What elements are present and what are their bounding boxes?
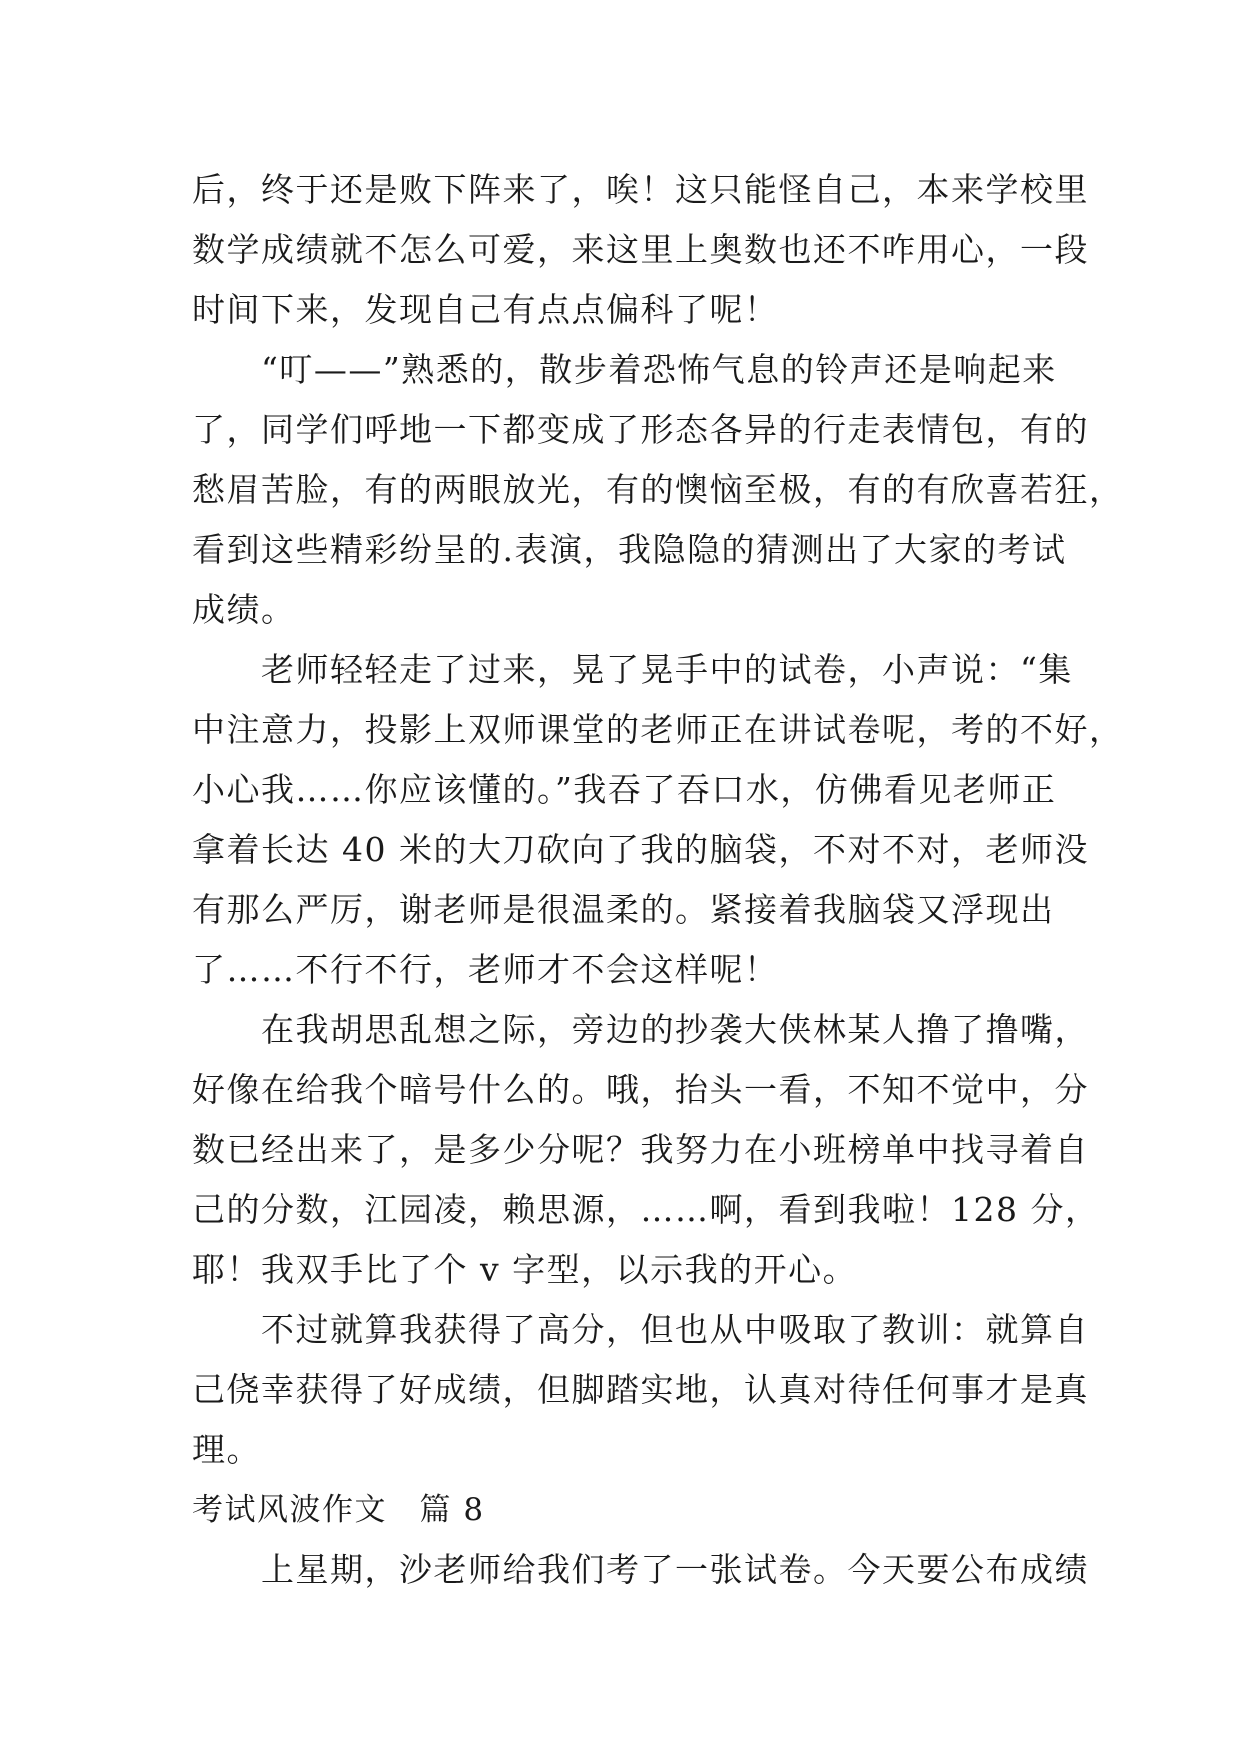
paragraph-line: 中注意力，投影上双师课堂的老师正在讲试卷呢，考的不好，	[192, 710, 1124, 749]
section-heading: 考试风波作文 篇 8	[192, 1492, 485, 1528]
paragraph-line: “叮——”熟悉的，散步着恐怖气息的铃声还是响起来	[192, 350, 1057, 389]
paragraph-line: 成绩。	[192, 590, 296, 629]
essay-body	[192, 160, 1124, 1600]
paragraph-line: 小心我……你应该懂的。”我吞了吞口水，仿佛看见老师正	[192, 770, 1057, 809]
paragraph-line: 好像在给我个暗号什么的。哦，抬头一看，不知不觉中，分	[192, 1070, 1089, 1109]
paragraph-line: 己的分数，江园凌，赖思源，……啊，看到我啦！128 分，	[192, 1190, 1100, 1229]
paragraph-line: 了……不行不行，老师才不会这样呢！	[192, 950, 779, 989]
paragraph-line: 耶！我双手比了个 v 字型，以示我的开心。	[192, 1250, 858, 1289]
paragraph-line: 己侥幸获得了好成绩，但脚踏实地，认真对待任何事才是真	[192, 1370, 1089, 1409]
paragraph-line: 上星期，沙老师给我们考了一张试卷。今天要公布成绩	[192, 1550, 1089, 1589]
paragraph-line: 愁眉苦脸，有的两眼放光，有的懊恼至极，有的有欣喜若狂，	[192, 470, 1124, 509]
paragraph-line: 有那么严厉，谢老师是很温柔的。紧接着我脑袋又浮现出	[192, 890, 1055, 929]
paragraph-line: 了，同学们呼地一下都变成了形态各异的行走表情包，有的	[192, 410, 1089, 449]
paragraph-line: 时间下来，发现自己有点点偏科了呢！	[192, 290, 779, 329]
paragraph-line: 后，终于还是败下阵来了，唉！这只能怪自己，本来学校里	[192, 170, 1089, 209]
paragraph-line: 拿着长达 40 米的大刀砍向了我的脑袋，不对不对，老师没	[192, 830, 1089, 869]
paragraph-line: 不过就算我获得了高分，但也从中吸取了教训：就算自	[192, 1310, 1089, 1349]
paragraph-line: 老师轻轻走了过来，晃了晃手中的试卷，小声说：“集	[192, 650, 1073, 689]
paragraph-line: 数学成绩就不怎么可爱，来这里上奥数也还不咋用心，一段	[192, 230, 1089, 269]
paragraph-line: 在我胡思乱想之际，旁边的抄袭大侠林某人撸了撸嘴，	[192, 1010, 1089, 1049]
paragraph-line: 数已经出来了，是多少分呢？我努力在小班榜单中找寻着自	[192, 1130, 1089, 1169]
paragraph-line: 理。	[192, 1430, 261, 1469]
paragraph-line: 看到这些精彩纷呈的.表演，我隐隐的猜测出了大家的考试	[192, 530, 1067, 569]
